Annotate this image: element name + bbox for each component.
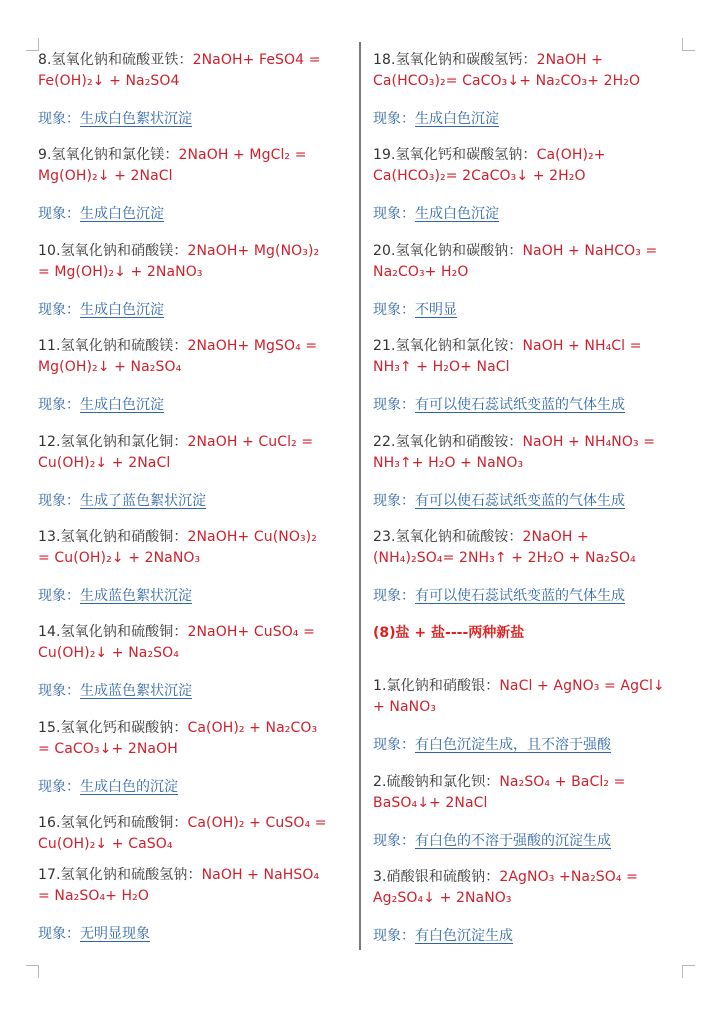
reaction-label: 18.氢氧化钠和碳酸氢钙： bbox=[373, 52, 537, 68]
reaction-label: 14.氢氧化钠和硫酸铜： bbox=[38, 624, 188, 641]
equation-line bbox=[373, 241, 673, 283]
phenomenon-line bbox=[373, 586, 673, 607]
reaction-formula: NaOH + NH₄NO₃ = NH₃↑+ H₂O + NaNO₃ bbox=[373, 433, 656, 471]
phenomenon-text: 生成白色的沉淀 bbox=[80, 778, 178, 795]
phenomenon-label: 现象： bbox=[373, 832, 415, 849]
equation-line bbox=[373, 145, 673, 187]
equation-line bbox=[38, 865, 328, 907]
phenomenon-text: 不明显 bbox=[415, 301, 457, 318]
phenomenon-line bbox=[373, 735, 673, 756]
reaction-formula: 2AgNO₃ +Na₂SO₄ = Ag₂SO₄↓ + 2NaNO₃ bbox=[373, 869, 638, 907]
phenomenon-label: 现象： bbox=[373, 737, 415, 754]
phenomenon-line bbox=[373, 300, 673, 321]
reaction-entry bbox=[373, 676, 673, 771]
phenomenon-line bbox=[38, 300, 328, 321]
phenomenon-line bbox=[373, 926, 673, 947]
reaction-formula: 2NaOH+ FeSO4 = Fe(OH)₂↓ + Na₂SO4 bbox=[38, 52, 321, 89]
phenomenon-line bbox=[38, 491, 328, 512]
reaction-formula: 2NaOH + CuCl₂ = Cu(OH)₂↓ + 2NaCl bbox=[38, 433, 314, 471]
equation-line bbox=[38, 50, 328, 92]
equation-line bbox=[38, 241, 328, 283]
phenomenon-text: 生成白色絮状沉淀 bbox=[80, 111, 192, 127]
phenomenon-label: 现象： bbox=[38, 683, 80, 700]
reaction-label: 11.氢氧化钠和硫酸镁： bbox=[38, 338, 188, 355]
equation-line bbox=[373, 867, 673, 909]
phenomenon-label: 现象： bbox=[38, 926, 80, 943]
phenomenon-line bbox=[38, 395, 328, 416]
reaction-entry bbox=[373, 772, 673, 867]
reaction-entry bbox=[38, 813, 328, 865]
phenomenon-line bbox=[373, 491, 673, 512]
phenomenon-text: 无明显现象 bbox=[80, 926, 150, 943]
reaction-formula: NaCl + AgNO₃ = AgCl↓ + NaNO₃ bbox=[373, 678, 665, 716]
phenomenon-label: 现象： bbox=[38, 587, 80, 604]
reaction-label: 21.氢氧化钠和氯化铵： bbox=[373, 338, 523, 355]
reaction-formula: 2NaOH+ Cu(NO₃)₂ = Cu(OH)₂↓ + 2NaNO₃ bbox=[38, 528, 317, 566]
phenomenon-text: 生成蓝色絮状沉淀 bbox=[80, 683, 192, 700]
phenomenon-line bbox=[38, 204, 328, 225]
reaction-entry bbox=[373, 145, 673, 240]
reaction-formula: Ca(OH)₂+ Ca(HCO₃)₂= 2CaCO₃↓ + 2H₂O bbox=[373, 147, 606, 185]
equation-line bbox=[38, 145, 328, 187]
reaction-entry bbox=[38, 336, 328, 431]
phenomenon-line bbox=[373, 831, 673, 852]
phenomenon-label: 现象： bbox=[373, 492, 415, 509]
reaction-label: 8.氢氧化钠和硫酸亚铁： bbox=[38, 52, 193, 68]
phenomenon-text: 有白色沉淀生成 bbox=[415, 928, 513, 945]
phenomenon-label: 现象： bbox=[373, 928, 415, 945]
equation-line bbox=[373, 50, 673, 92]
reaction-entry bbox=[373, 241, 673, 336]
equation-line bbox=[38, 813, 328, 855]
equation-line bbox=[373, 527, 673, 569]
phenomenon-label: 现象： bbox=[38, 492, 80, 509]
reaction-label: 10.氢氧化钠和硝酸镁： bbox=[38, 242, 188, 259]
phenomenon-line bbox=[373, 109, 673, 130]
reaction-entry bbox=[38, 145, 328, 240]
phenomenon-label: 现象： bbox=[38, 111, 80, 127]
phenomenon-line bbox=[38, 586, 328, 607]
reaction-label: 12.氢氧化钠和氯化铜： bbox=[38, 433, 188, 450]
reaction-formula: NaOH + NaHCO₃ = Na₂CO₃+ H₂O bbox=[373, 242, 658, 280]
reaction-label: 16.氢氧化钙和硫酸铜： bbox=[38, 815, 188, 832]
equation-line bbox=[38, 622, 328, 664]
reaction-label: 3.硝酸银和硫酸钠： bbox=[373, 869, 500, 886]
section-title: (8)盐 + 盐----两种新盐 bbox=[373, 625, 525, 642]
reaction-entry bbox=[38, 432, 328, 527]
equation-line bbox=[38, 432, 328, 474]
reaction-label: 22.氢氧化钠和硝酸铵： bbox=[373, 433, 523, 450]
phenomenon-line bbox=[38, 924, 328, 945]
reaction-formula: Ca(OH)₂ + CuSO₄ = Cu(OH)₂↓ + CaSO₄ bbox=[38, 815, 327, 853]
phenomenon-label: 现象： bbox=[38, 301, 80, 318]
reaction-formula: 2NaOH+ CuSO₄ = Cu(OH)₂↓ + Na₂SO₄ bbox=[38, 624, 315, 662]
equation-line bbox=[38, 718, 328, 760]
phenomenon-label: 现象： bbox=[373, 301, 415, 318]
reaction-label: 13.氢氧化钠和硝酸铜： bbox=[38, 528, 188, 545]
equation-line bbox=[38, 336, 328, 378]
equation-line bbox=[38, 527, 328, 569]
phenomenon-text: 有白色的不溶于强酸的沉淀生成 bbox=[415, 832, 611, 849]
page-corner-mark-bottom-right bbox=[682, 965, 695, 978]
reaction-label: 1.氯化钠和硝酸银： bbox=[373, 678, 500, 695]
equation-line bbox=[373, 432, 673, 474]
phenomenon-line bbox=[38, 681, 328, 702]
reaction-formula: 2NaOH + (NH₄)₂SO₄= 2NH₃↑ + 2H₂O + Na₂SO₄ bbox=[373, 528, 636, 566]
reaction-entry bbox=[38, 50, 328, 145]
phenomenon-text: 生成了蓝色絮状沉淀 bbox=[80, 492, 206, 509]
phenomenon-label: 现象： bbox=[38, 397, 80, 414]
phenomenon-label: 现象： bbox=[373, 111, 415, 127]
column-divider bbox=[359, 42, 361, 950]
reaction-formula: NaOH + NaHSO₄ = Na₂SO₄+ H₂O bbox=[38, 867, 320, 905]
reaction-label: 17.氢氧化钠和硫酸氢钠： bbox=[38, 867, 202, 884]
phenomenon-text: 有可以使石蕊试纸变蓝的气体生成 bbox=[415, 492, 625, 509]
right-column bbox=[373, 50, 673, 963]
phenomenon-label: 现象： bbox=[38, 206, 80, 223]
reaction-label: 9.氢氧化钠和氯化镁： bbox=[38, 147, 179, 164]
phenomenon-text: 生成白色沉淀 bbox=[415, 111, 499, 127]
equation-line bbox=[373, 336, 673, 378]
left-column bbox=[38, 50, 328, 961]
reaction-formula: Ca(OH)₂ + Na₂CO₃ = CaCO₃↓+ 2NaOH bbox=[38, 719, 318, 757]
reaction-label: 20.氢氧化钠和碳酸钠： bbox=[373, 242, 523, 259]
reaction-label: 23.氢氧化钠和硫酸铵： bbox=[373, 528, 523, 545]
phenomenon-text: 生成蓝色絮状沉淀 bbox=[80, 587, 192, 604]
reaction-entry bbox=[373, 50, 673, 145]
phenomenon-text: 有可以使石蕊试纸变蓝的气体生成 bbox=[415, 587, 625, 604]
reaction-entry bbox=[38, 622, 328, 717]
reaction-entry bbox=[38, 718, 328, 813]
reaction-formula: 2NaOH + MgCl₂ = Mg(OH)₂↓ + 2NaCl bbox=[38, 147, 307, 185]
page-corner-mark-top-right bbox=[682, 38, 695, 51]
reaction-entry bbox=[38, 241, 328, 336]
phenomenon-line bbox=[38, 109, 328, 130]
phenomenon-label: 现象： bbox=[38, 778, 80, 795]
phenomenon-label: 现象： bbox=[373, 397, 415, 414]
reaction-entry bbox=[373, 867, 673, 962]
page-corner-mark-bottom-left bbox=[26, 965, 39, 978]
reaction-formula: 2NaOH+ Mg(NO₃)₂ = Mg(OH)₂↓ + 2NaNO₃ bbox=[38, 242, 320, 280]
equation-line bbox=[373, 772, 673, 814]
phenomenon-text: 生成白色沉淀 bbox=[80, 397, 164, 414]
reaction-entry bbox=[373, 527, 673, 622]
phenomenon-label: 现象： bbox=[373, 206, 415, 223]
reaction-label: 15.氢氧化钙和碳酸钠： bbox=[38, 719, 188, 736]
phenomenon-text: 生成白色沉淀 bbox=[415, 206, 499, 223]
reaction-entry bbox=[373, 432, 673, 527]
reaction-formula: 2NaOH + Ca(HCO₃)₂= CaCO₃↓+ Na₂CO₃+ 2H₂O bbox=[373, 52, 641, 89]
reaction-label: 2.硫酸钠和氯化钡： bbox=[373, 773, 500, 790]
phenomenon-label: 现象： bbox=[373, 587, 415, 604]
phenomenon-line bbox=[38, 777, 328, 798]
reaction-formula: NaOH + NH₄Cl = NH₃↑ + H₂O+ NaCl bbox=[373, 338, 642, 376]
reaction-entry bbox=[373, 336, 673, 431]
reaction-formula: 2NaOH+ MgSO₄ = Mg(OH)₂↓ + Na₂SO₄ bbox=[38, 338, 318, 376]
reaction-label: 19.氢氧化钙和碳酸氢钠： bbox=[373, 147, 537, 164]
phenomenon-text: 生成白色沉淀 bbox=[80, 206, 164, 223]
phenomenon-line bbox=[373, 204, 673, 225]
phenomenon-line bbox=[373, 395, 673, 416]
reaction-entry bbox=[38, 865, 328, 960]
equation-line bbox=[373, 676, 673, 718]
phenomenon-text: 有白色沉淀生成，且不溶于强酸 bbox=[415, 737, 611, 754]
reaction-formula: Na₂SO₄ + BaCl₂ = BaSO₄↓+ 2NaCl bbox=[373, 773, 626, 811]
phenomenon-text: 生成白色沉淀 bbox=[80, 301, 164, 318]
reaction-entry bbox=[38, 527, 328, 622]
phenomenon-text: 有可以使石蕊试纸变蓝的气体生成 bbox=[415, 397, 625, 414]
